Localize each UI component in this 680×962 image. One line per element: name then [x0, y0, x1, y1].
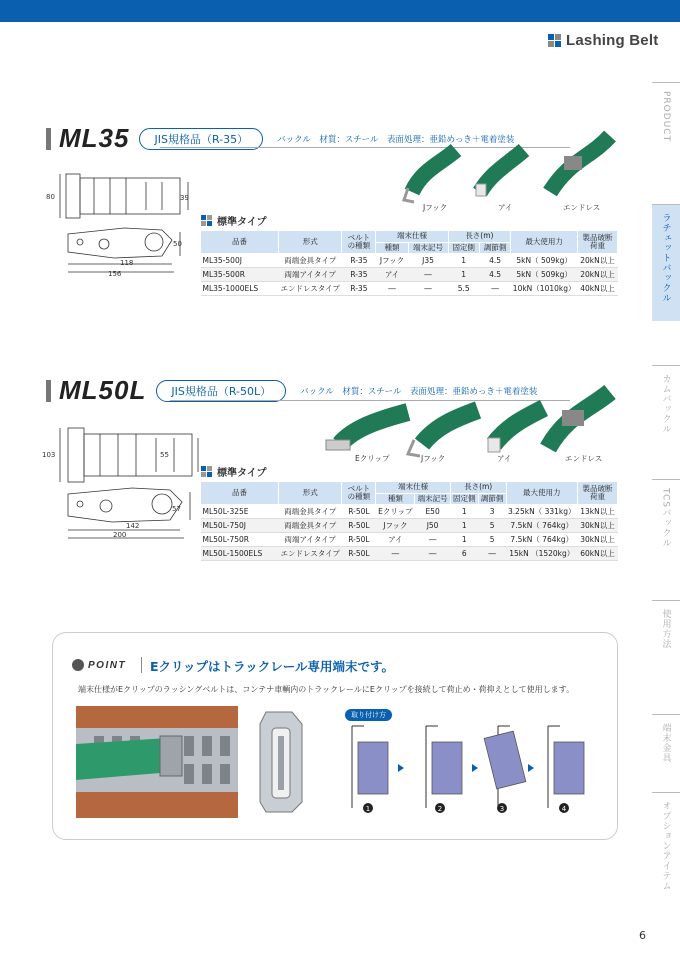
- point-text: 端末仕様がEクリップのラッシングベルトは、コンテナ車輌内のトラックレールにEクリップを接続して荷止め・荷抑えとして使用します。: [78, 685, 574, 694]
- col-header: 固定側: [448, 242, 479, 254]
- ml35-spec-table: [200, 230, 618, 296]
- point-title: Eクリップはトラックレール専用端末です。: [150, 659, 395, 674]
- col-header: 種類: [376, 242, 408, 254]
- side-tab-options[interactable]: [652, 792, 680, 912]
- ml35-label-endless: エンドレス: [563, 203, 601, 212]
- col-header: 形式: [279, 231, 342, 254]
- col-header: 形式: [279, 482, 342, 505]
- col-header: ベルトの種類: [342, 231, 376, 254]
- col-header: ベルトの種類: [342, 482, 376, 505]
- col-header: 端末仕様: [376, 482, 450, 494]
- top-color-bar: [0, 0, 680, 22]
- ml35-product-images: [400, 130, 620, 210]
- page-number: 6: [639, 929, 646, 942]
- col-header: 品番: [201, 482, 279, 505]
- side-tab-product[interactable]: [652, 82, 680, 204]
- side-tab-label: TCSバックル: [660, 488, 671, 548]
- col-header: 端末記号: [408, 242, 448, 254]
- table-row: ML50L-325E 両端金具タイプ R-50L Eクリップ E50 1 3 3.25kN（ 331kg） 13kN以上: [201, 505, 618, 519]
- table-row: ML50L-750J 両端金具タイプ R-50L Jフック J50 1 5 7.5kN（ 764kg） 30kN以上: [201, 519, 618, 533]
- col-header: 種類: [376, 493, 415, 505]
- step-number: 4: [561, 805, 567, 813]
- side-tab-label: 使用方法: [660, 609, 671, 649]
- ml50l-standard-badge: JIS規格品（R-50L）: [156, 380, 286, 402]
- track-rail-photo: [76, 706, 238, 818]
- ml50l-dim-inner: 55: [160, 451, 169, 459]
- ml50l-label-jhook: Jフック: [421, 454, 446, 463]
- ml50l-dim-width-b: 200: [113, 531, 127, 539]
- side-tab-usage[interactable]: [652, 600, 680, 676]
- squares-icon: [201, 466, 212, 477]
- mount-instructions-label: 取り付け方: [345, 709, 392, 721]
- ml35-dim-inner: 39: [180, 194, 189, 202]
- step-number: 3: [499, 805, 505, 813]
- ml35-standard-badge: JIS規格品（R-35）: [139, 128, 263, 150]
- ml35-dim-width-b: 156: [108, 270, 122, 278]
- col-header: 調節側: [479, 242, 510, 254]
- side-tab-end-fittings[interactable]: [652, 714, 680, 790]
- col-header: 最大使用力: [511, 231, 578, 254]
- ml50l-model-title: ML50L: [59, 375, 147, 405]
- col-header: 長さ(m): [450, 482, 506, 494]
- ml50l-dim-side: 57: [172, 505, 181, 513]
- ml50l-dim-height: 103: [42, 451, 56, 459]
- side-tab-label: ラチェットバックル: [660, 213, 671, 303]
- table-row: ML50L-1500ELS エンドレスタイプ R-50L ― ― 6 ― 15kN （1520kg） 60kN以上: [201, 547, 618, 561]
- col-header: 長さ(m): [448, 231, 511, 243]
- col-header: 製品破断荷重: [578, 482, 618, 505]
- col-header: 最大使用力: [506, 482, 577, 505]
- col-header: 固定側: [450, 493, 478, 505]
- col-header: 品番: [201, 231, 279, 254]
- col-header: 端末仕様: [376, 231, 448, 243]
- side-tab-tcs-buckle[interactable]: [652, 479, 680, 555]
- brand-title: Lashing Belt: [566, 32, 659, 49]
- brand-squares-icon: [548, 34, 561, 47]
- point-badge: POINT: [72, 659, 126, 671]
- ml35-dim-width-a: 118: [120, 259, 134, 267]
- e-clip-image: [252, 706, 318, 818]
- ml50l-product-images: [318, 382, 618, 464]
- point-separator: [141, 657, 142, 673]
- step-number: 2: [437, 805, 443, 813]
- ml35-table-title: 標準タイプ: [201, 213, 267, 228]
- table-row: ML50L-750R 両端アイタイプ R-50L アイ ― 1 5 7.5kN（ 764kg） 30kN以上: [201, 533, 618, 547]
- table-row: ML35-500J 両端金具タイプ R-35 Jフック J35 1 4.5 5kN（ 509kg） 20kN以上: [201, 254, 618, 268]
- side-tab-cam-buckle[interactable]: [652, 365, 680, 440]
- step-number: 1: [365, 805, 371, 813]
- side-tab-label: PRODUCT: [661, 91, 671, 143]
- ml35-dim-height: 80: [46, 193, 55, 201]
- col-header: 端末記号: [415, 493, 450, 505]
- ml50l-spec-table: [200, 481, 618, 561]
- col-header: 製品破断荷重: [578, 231, 618, 254]
- side-tab-label: オプションアイテム: [660, 801, 671, 891]
- ml35-label-eye: アイ: [498, 203, 513, 212]
- mounting-steps-diagram: [340, 720, 590, 820]
- side-tab-ratchet-buckle[interactable]: [652, 204, 680, 321]
- ml50l-label-endless: エンドレス: [565, 454, 603, 463]
- squares-icon: [201, 215, 212, 226]
- ml50l-spec-text: バックル 材質：スチール 表面処理：亜鉛めっき＋電着塗装: [300, 386, 538, 397]
- brand-logo: [548, 32, 658, 49]
- ml35-model-title: ML35: [59, 123, 130, 153]
- ml35-label-jhook: Jフック: [423, 203, 448, 212]
- ml50l-label-eclip: Eクリップ: [355, 454, 390, 463]
- col-header: 調節側: [478, 493, 506, 505]
- ml35-dim-side: 50: [173, 240, 182, 248]
- ml50l-dim-width-a: 142: [126, 522, 140, 530]
- side-tab-label: カムバックル: [660, 374, 671, 434]
- point-dot-icon: [72, 659, 84, 671]
- side-tab-label: 端末金具: [660, 723, 671, 763]
- ml50l-label-eye: アイ: [497, 454, 512, 463]
- ml50l-table-title: 標準タイプ: [201, 464, 267, 479]
- table-row: ML35-500R 両端アイタイプ R-35 アイ ― 1 4.5 5kN（ 509kg） 20kN以上: [201, 268, 618, 282]
- ml35-spec-text: バックル 材質：スチール 表面処理：亜鉛めっき＋電着塗装: [277, 134, 515, 145]
- table-row: ML35-1000ELS エンドレスタイプ R-35 ― ― 5.5 ― 10kN（1010kg） 40kN以上: [201, 282, 618, 296]
